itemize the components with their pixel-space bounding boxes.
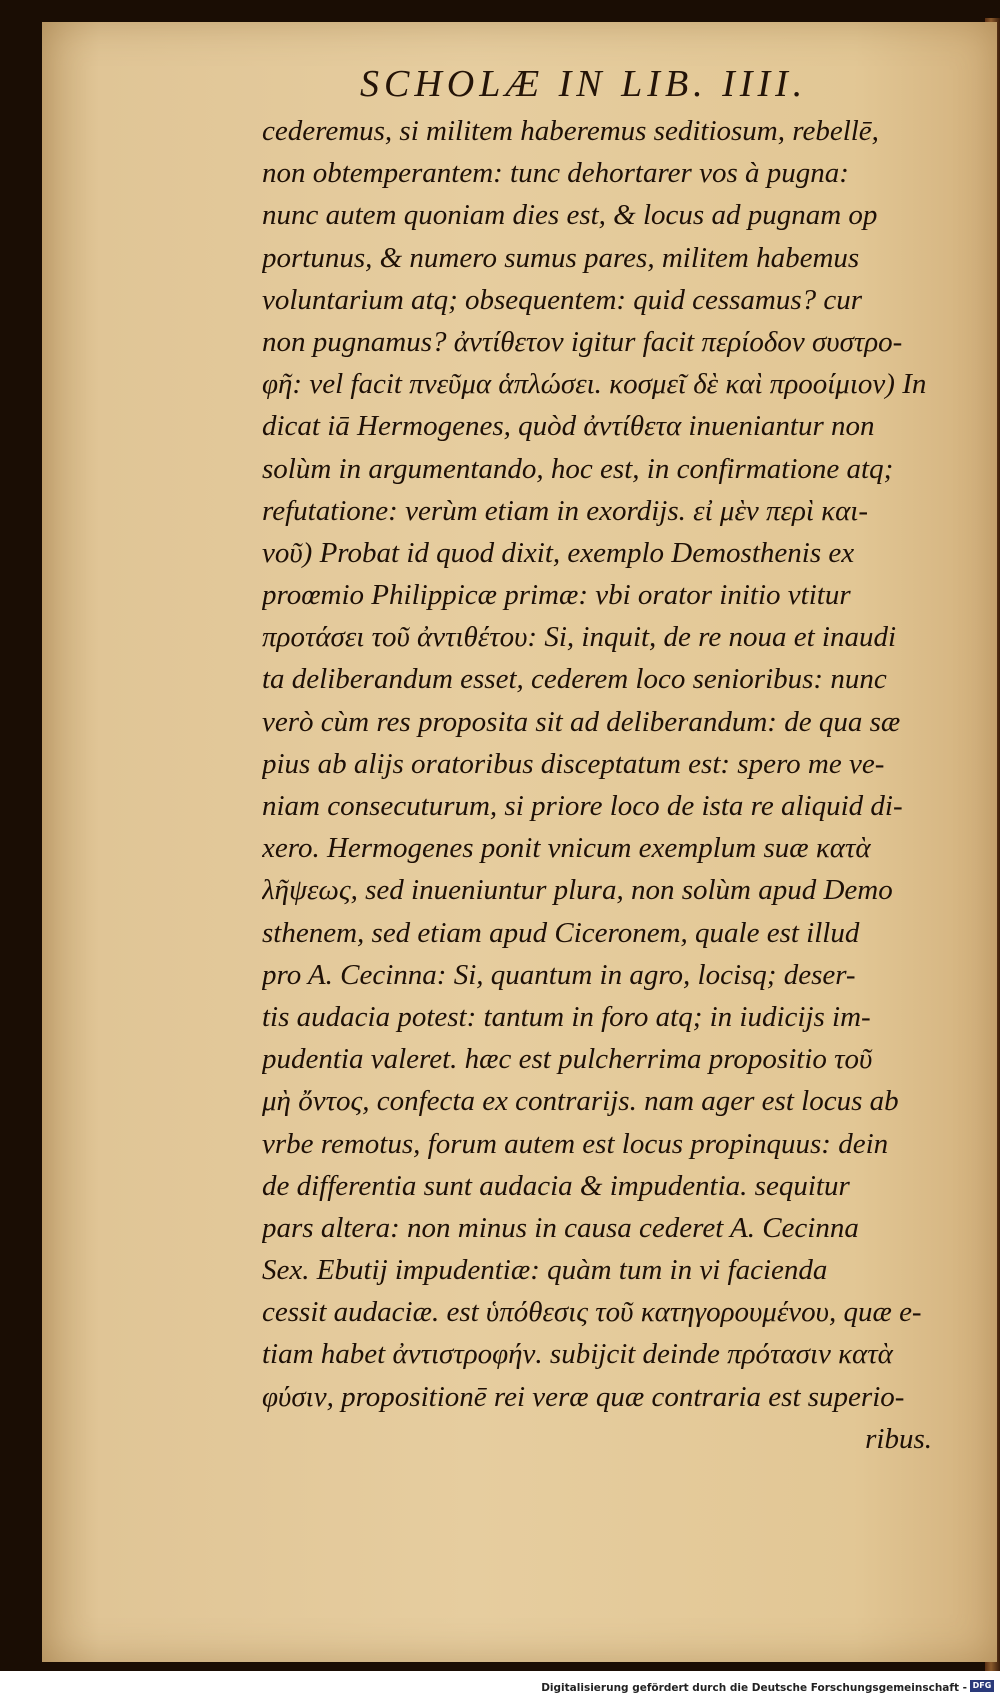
catchword-line: ribus. — [865, 1422, 932, 1455]
text-line: tiam habet ἀντιστροφήν. subijcit deinde πρότασιν κατὰ — [262, 1338, 893, 1371]
text-line: solùm in argumentando, hoc est, in confirmatione atq; — [262, 452, 894, 485]
text-line: verò cùm res proposita sit ad deliberandum: de qua sæ — [262, 705, 901, 738]
text-line: φύσιν, propositionē rei veræ quæ contraria est superio- — [262, 1380, 905, 1413]
text-line: ta deliberandum esset, cederem loco senioribus: nunc — [262, 663, 887, 696]
text-line: non obtemperantem: tunc dehortarer vos à pugna: — [262, 157, 849, 190]
text-line: de differentia sunt audacia & impudentia. sequitur — [262, 1169, 850, 1202]
text-line: voluntarium atq; obsequentem: quid cessamus? cur — [262, 283, 863, 316]
text-line: dicat iā Hermogenes, quòd ἀντίθετα inueniantur non — [262, 410, 875, 443]
text-line: προτάσει τοῦ ἀντιθέτου: Si, inquit, de re noua et inaudi — [262, 621, 897, 654]
text-line: vrbe remotus, forum autem est locus propinquus: dein — [262, 1127, 889, 1160]
body-text — [262, 110, 962, 1460]
text-line: pudentia valeret. hæc est pulcherrima propositio τοῦ — [262, 1043, 873, 1076]
text-line: λῆψεως, sed inueniuntur plura, non solùm apud Demo — [262, 874, 893, 907]
text-line: sthenem, sed etiam apud Ciceronem, quale est illud — [262, 916, 860, 949]
text-line: μὴ ὄντος, confecta ex contrarijs. nam ager est locus ab — [262, 1085, 899, 1118]
text-line: pius ab alijs oratoribus disceptatum est: spero me ve- — [262, 747, 885, 780]
text-line: νοῦ) Probat id quod dixit, exemplo Demosthenis ex — [262, 536, 855, 569]
text-line: niam consecuturum, si priore loco de ista re aliquid di- — [262, 790, 903, 822]
text-line: non pugnamus? ἀντίθετον igitur facit περίοδον συστρο- — [262, 325, 903, 358]
text-line: Sex. Ebutij impudentiæ: quàm tum in vi facienda — [262, 1254, 828, 1287]
dfg-logo: DFG — [970, 1680, 994, 1692]
text-line: pro A. Cecinna: Si, quantum in agro, locisq; deser- — [262, 958, 856, 991]
text-line: pars altera: non minus in causa cederet A. Cecinna — [262, 1211, 859, 1244]
text-line: φῆ: vel facit πνεῦμα ἁπλώσει. κοσμεῖ δὲ καὶ προοίμιον) In — [262, 368, 927, 401]
digitization-credit: Digitalisierung gefördert durch die Deutsche Forschungsgemeinschaft - — [541, 1682, 967, 1694]
text-line: refutatione: verùm etiam in exordijs. εἰ μὲν περὶ και- — [262, 494, 869, 527]
running-head: SCHOLÆ IN LIB. IIII. — [360, 63, 808, 105]
text-line: cessit audaciæ. est ὑπόθεσις τοῦ κατηγορουμένου, quæ e- — [262, 1296, 922, 1329]
text-line: proœmio Philippicæ primæ: vbi orator initio vtitur — [262, 579, 851, 612]
text-line: portunus, & numero sumus pares, militem habemus — [262, 241, 860, 274]
text-line: nunc autem quoniam dies est, & locus ad pugnam op — [262, 199, 878, 232]
text-line: tis audacia potest: tantum in foro atq; in iudicijs im- — [262, 1000, 871, 1033]
text-line: cederemus, si militem haberemus seditiosum, rebellē, — [262, 115, 879, 147]
text-line: xero. Hermogenes ponit vnicum exemplum suæ κατὰ — [262, 832, 871, 865]
